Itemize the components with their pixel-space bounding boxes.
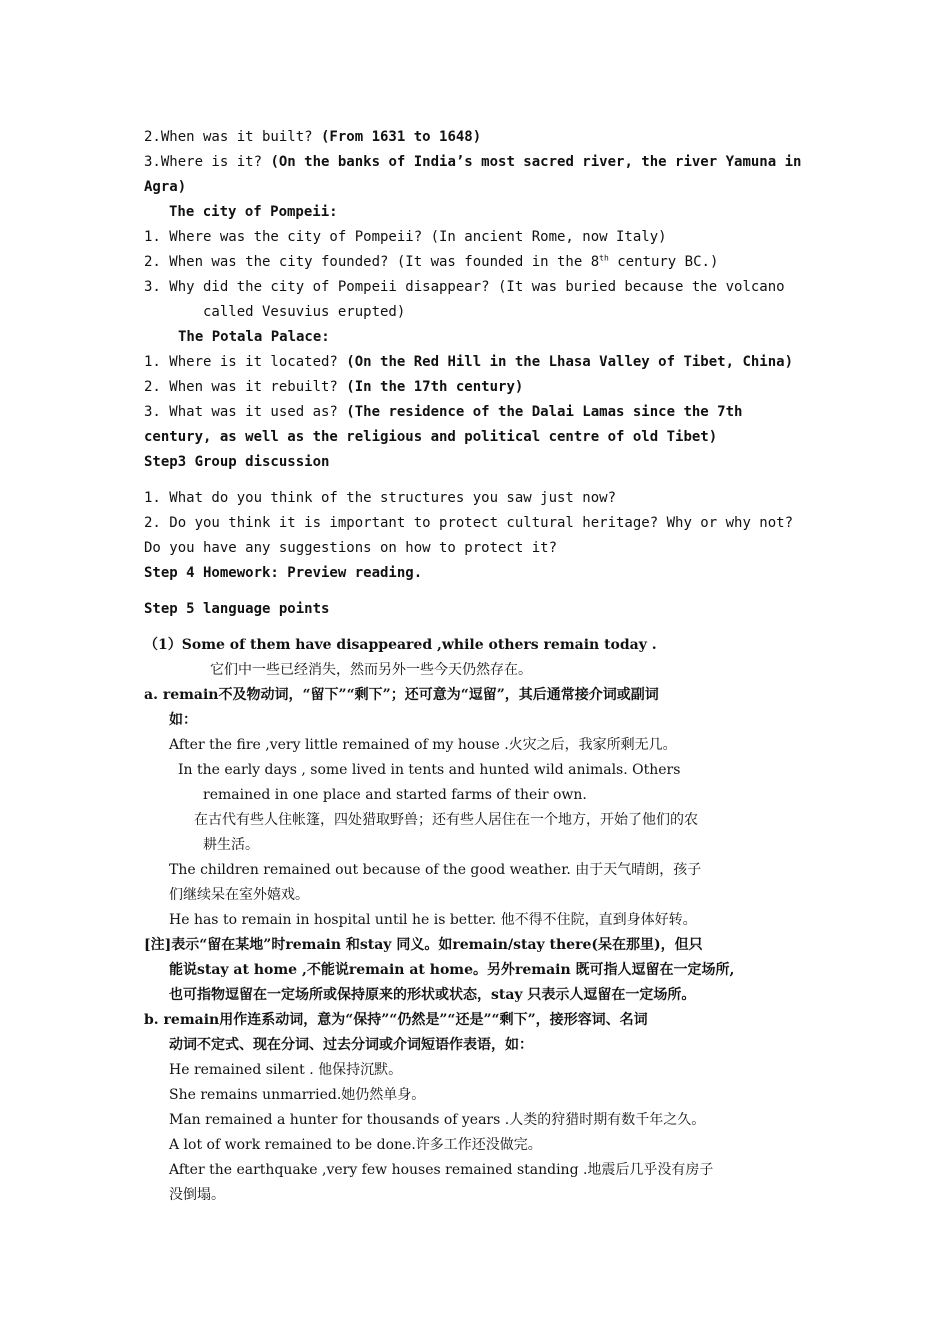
answer-text: (From 1631 to 1648): [312, 129, 482, 145]
question-text: 3.Where is it?: [144, 154, 263, 170]
note-line3: 也可指物逗留在一定场所或保持原来的形状或状态，stay 只表示人逗留在一定场所。: [169, 987, 696, 1003]
example-2: In the early days , some lived in tents and hunted wild animals. Others: [178, 762, 681, 778]
example-3-cont: 们继续呆在室外嬉戏。: [169, 887, 309, 903]
example-3: The children remained out because of the good weather. 由于天气晴朗，孩子: [169, 862, 702, 878]
pompeii-question-3: 3. Why did the city of Pompeii disappear? (It was buried because the volcano: [144, 279, 785, 295]
example-2-cont: remained in one place and started farms of their own.: [203, 787, 587, 803]
step3-title: Step3 Group discussion: [144, 454, 330, 470]
potala-question-2: [144, 375, 810, 400]
pompeii-heading: The city of Pompeii:: [169, 204, 338, 220]
step3-question-2-cont: Do you have any suggestions on how to protect it?: [144, 540, 558, 556]
note-line1: [注]表示“留在某地”时remain 和stay 同义。如remain/stay there(呆在那里)，但只: [144, 937, 703, 953]
example-2-translation-cont: 耕生活。: [203, 837, 259, 853]
b-example-3: Man remained a hunter for thousands of years .人类的狩猎时期有数千年之久。: [169, 1112, 706, 1128]
b-example-1: He remained silent . 他保持沉默。: [169, 1062, 403, 1078]
potala-answer-3-cont: century, as well as the religious and political centre of old Tibet): [144, 429, 718, 445]
answer-text: (On the banks of India’s most sacred river, the river Yamuna in: [262, 154, 802, 170]
answer-text: (The residence of the Dalai Lamas since the 7th: [337, 404, 743, 420]
pompeii-question-2: 2. When was the city founded? (It was founded in the 8th century BC.): [144, 253, 719, 270]
note-line2: 能说stay at home ,不能说remain at home。另外remain 既可指人逗留在一定场所,: [169, 962, 735, 978]
example-4: He has to remain in hospital until he is better. 他不得不住院，直到身体好转。: [169, 912, 697, 928]
b-example-4: A lot of work remained to be done.许多工作还没做完。: [169, 1137, 542, 1153]
potala-heading: The Potala Palace:: [178, 329, 330, 345]
pompeii-question-1: 1. Where was the city of Pompeii? (In ancient Rome, now Italy): [144, 229, 667, 245]
question-text: 1. Where is it located?: [144, 354, 338, 370]
step3-question-1: 1. What do you think of the structures you saw just now?: [144, 490, 617, 506]
point-b-line1: b. remain用作连系动词，意为“保持”“仍然是”“还是”“剩下”，接形容词、名词: [144, 1012, 648, 1028]
example-2-translation: 在古代有些人住帐篷，四处猎取野兽；还有些人居住在一个地方，开始了他们的农: [194, 812, 698, 828]
question-text: 2.When was it built?: [144, 129, 313, 145]
document-page: [144, 125, 810, 1208]
language-point-1-translation: 它们中一些已经消失，然而另外一些今天仍然存在。: [210, 662, 532, 678]
step3-question-2: 2. Do you think it is important to protect cultural heritage? Why or why not?: [144, 515, 794, 531]
step5-title: Step 5 language points: [144, 601, 330, 617]
b-example-5: After the earthquake ,very few houses remained standing .地震后几乎没有房子: [169, 1162, 714, 1178]
taj-answer-3-cont: Agra): [144, 179, 187, 195]
example-1: After the fire ,very little remained of my house .火灾之后，我家所剩无几。: [169, 737, 677, 753]
b-example-5-cont: 没倒塌。: [169, 1187, 225, 1203]
potala-question-1: [144, 350, 810, 375]
language-point-1: （1）Some of them have disappeared ,while others remain today .: [144, 637, 657, 653]
pompeii-question-3-cont: called Vesuvius erupted): [203, 304, 406, 320]
b-example-2: She remains unmarried.她仍然单身。: [169, 1087, 426, 1103]
potala-question-3: [144, 400, 810, 425]
step4-title: Step 4 Homework: Preview reading.: [144, 565, 423, 581]
point-a-line1: a. remain不及物动词，“留下”“剩下”；还可意为“逗留”，其后通常接介词或副词: [144, 687, 659, 703]
answer-text: (On the Red Hill in the Lhasa Valley of Tibet, China): [337, 354, 794, 370]
point-b-line2: 动词不定式、现在分词、过去分词或介词短语作表语，如：: [169, 1037, 533, 1053]
question-text: 2. When was it rebuilt?: [144, 379, 338, 395]
taj-question-3: [144, 150, 810, 175]
question-text: 3. What was it used as?: [144, 404, 338, 420]
taj-question-2: [144, 125, 810, 150]
point-a-line2: 如：: [169, 712, 197, 728]
answer-text: (In the 17th century): [337, 379, 524, 395]
